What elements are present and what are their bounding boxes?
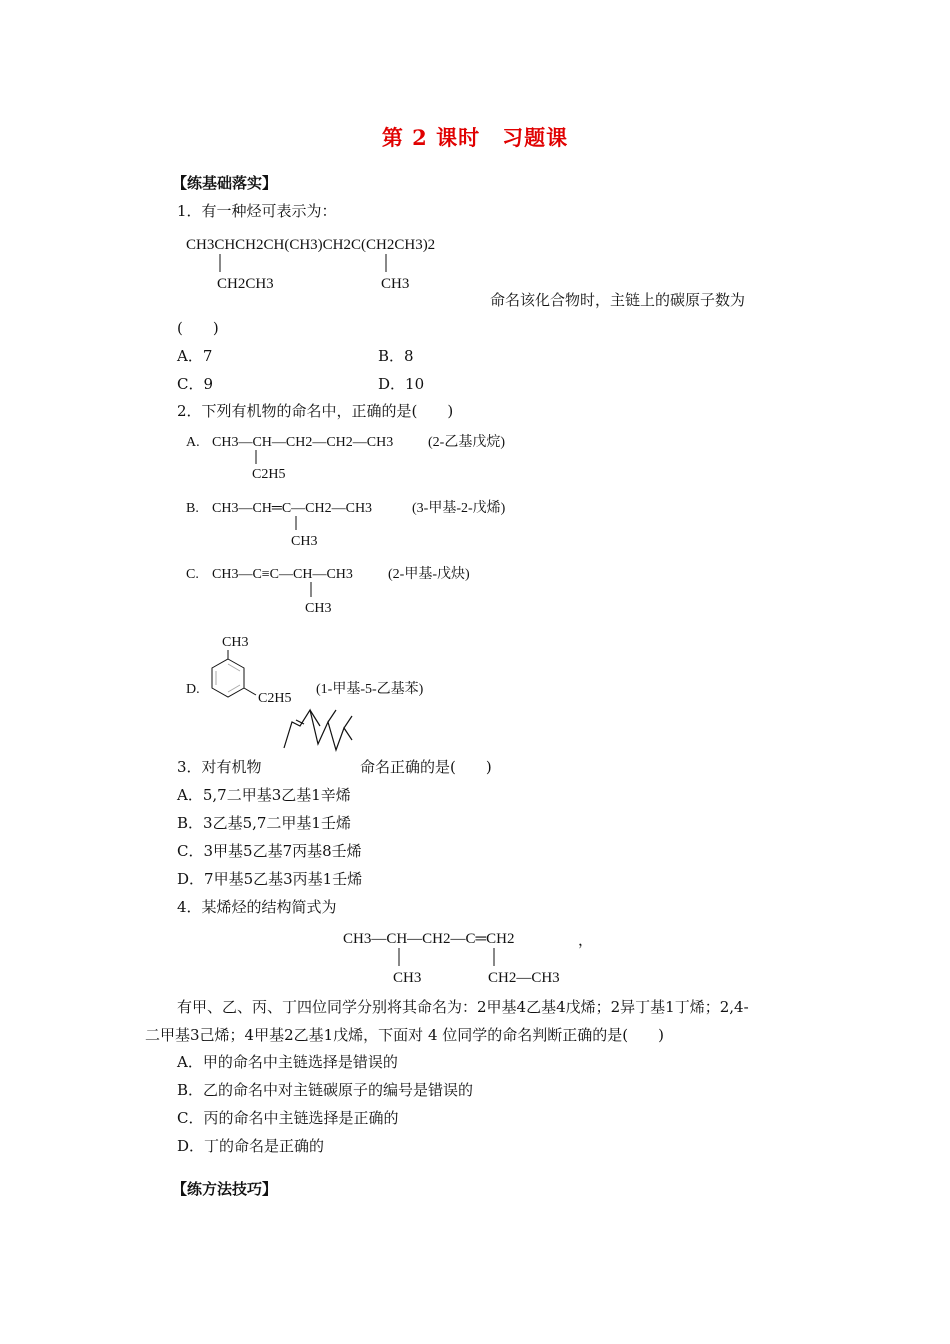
q1-answer-paren: ( ): [177, 319, 219, 337]
page-title: 第 2 课时 习题课: [381, 125, 569, 150]
q2-d-label: D.: [186, 682, 200, 697]
section-heading-method: 【练方法技巧】: [172, 1180, 278, 1198]
q1-stem: 1．有一种烃可表示为：: [177, 202, 337, 220]
q4-stem: 4．某烯烃的结构简式为: [177, 898, 337, 916]
q4-option-a: A．甲的命名中主链选择是错误的: [177, 1053, 398, 1071]
q3-option-a: A．5,7二甲基3乙基1辛烯: [177, 786, 351, 804]
svg-text:CH3: [393, 970, 421, 986]
q4-paragraph-line2: 二甲基3己烯；4甲基2乙基1戊烯，下面对 4 位同学的命名判断正确的是( ): [145, 1026, 664, 1044]
q3-stem-a: 3．对有机物: [177, 758, 262, 776]
q3-option-c: C．3甲基5乙基7丙基8壬烯: [177, 842, 362, 860]
q3-option-b: B．3乙基5,7二甲基1壬烯: [177, 814, 351, 832]
q3-stem-b: 命名正确的是( ): [360, 758, 492, 776]
q2-b-label: B.: [186, 501, 199, 516]
q1-option-b: B．8: [378, 347, 414, 365]
q2-b-formula: CH3—CH═C—CH2—CH3: [212, 501, 373, 516]
q2-d-name: (1-甲基-5-乙基苯): [316, 682, 424, 697]
q1-formula-sub-ethyl: CH2CH3: [217, 276, 274, 292]
q2-b-name: (3-甲基-2-戊烯): [412, 501, 506, 516]
q4-option-d: D．丁的命名是正确的: [177, 1137, 325, 1155]
q4-formula-sub-methyl: CH3: [393, 970, 422, 986]
svg-text:CH3—CH—CH2—C═CH2: [343, 931, 514, 947]
q4-formula-main: CH3—CH—CH2—C═CH2: [343, 931, 515, 947]
q2-a-label: A.: [186, 435, 200, 450]
q2-c-label: C.: [186, 567, 199, 582]
q4-option-c: C．丙的命名中主链选择是正确的: [177, 1109, 399, 1127]
q2-c-sub: CH3: [305, 601, 332, 616]
q1-option-c: C．9: [177, 375, 214, 393]
q4-formula-sub-ethyl: CH2—CH3: [488, 970, 560, 986]
q2-a-sub: C2H5: [252, 467, 286, 482]
q3-option-d: D．7甲基5乙基3丙基1壬烯: [177, 870, 363, 888]
q1-option-a: A．7: [177, 347, 213, 365]
q2-a-formula: CH3—CH—CH2—CH2—CH3: [212, 435, 394, 450]
q2-d-top-sub: CH3: [222, 635, 249, 650]
q1-option-d: D．10: [378, 375, 425, 393]
q1-formula-main: CH3CHCH2CH(CH3)CH2C(CH2CH3)2: [186, 237, 436, 253]
q1-stem-tail: 命名该化合物时，主链上的碳原子数为: [490, 291, 746, 309]
q2-c-name: (2-甲基-戊炔): [388, 567, 470, 582]
svg-text:，: [578, 933, 593, 949]
q1-formula-sub-methyl: CH3: [381, 276, 410, 292]
svg-text:CH2—CH3: [488, 970, 560, 986]
q4-paragraph-line1: 有甲、乙、丙、丁四位同学分别将其命名为：2甲基4乙基4戊烯；2异丁基1丁烯；2,4-: [177, 998, 749, 1016]
q2-b-sub: CH3: [291, 534, 318, 549]
q2-d-side-sub: C2H5: [258, 691, 292, 706]
q4-option-b: B．乙的命名中对主链碳原子的编号是错误的: [177, 1081, 474, 1099]
q2-c-formula: CH3—C≡C—CH—CH3: [212, 567, 353, 582]
q2-stem: 2．下列有机物的命名中，正确的是( ): [177, 402, 454, 420]
q2-a-name: (2-乙基戊烷): [428, 435, 505, 450]
q4-formula-comma: ，: [578, 933, 594, 949]
section-heading-basic: 【练基础落实】: [172, 174, 278, 192]
